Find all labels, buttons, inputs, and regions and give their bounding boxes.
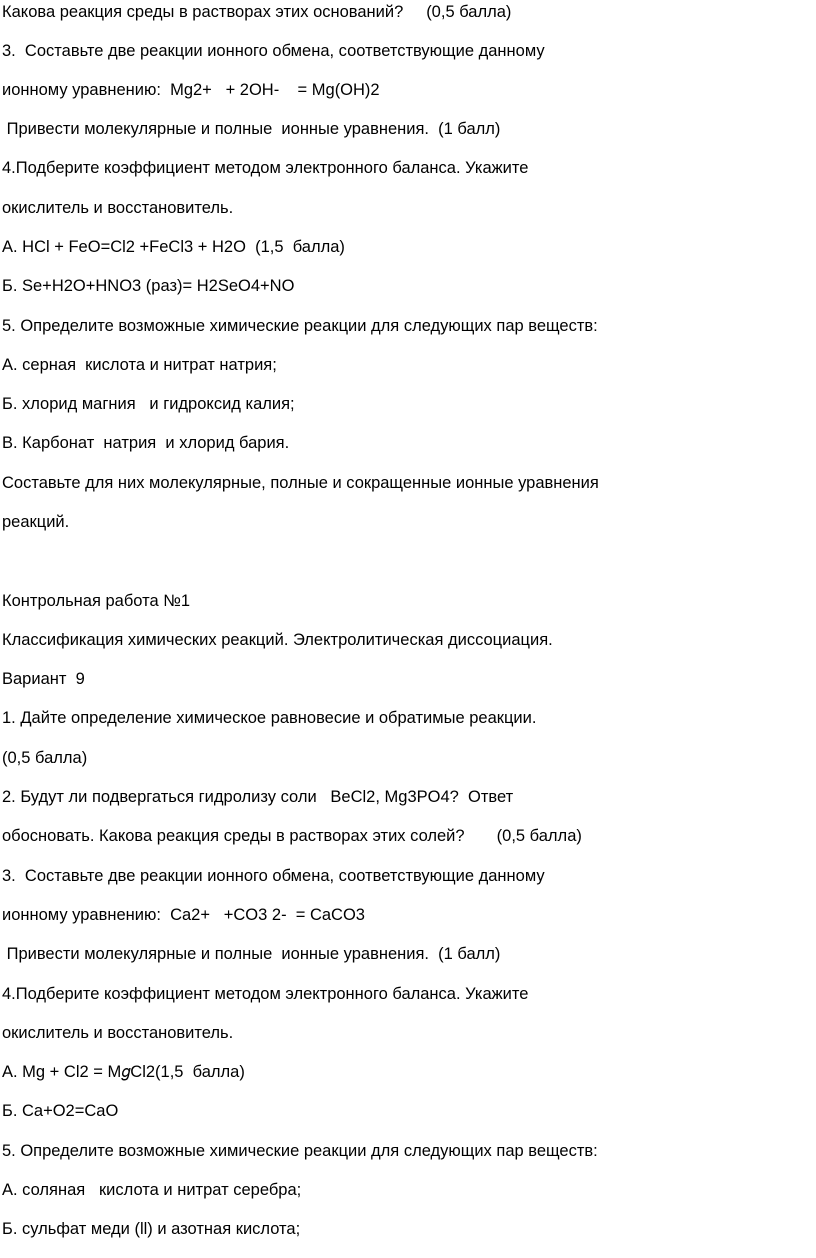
text-line: Классификация химических реакций. Электролитическая диссоциация.: [2, 631, 553, 649]
text-line: окислитель и восстановитель.: [2, 1024, 234, 1042]
text-line: Привести молекулярные и полные ионные уравнения. (1 балл): [2, 945, 501, 963]
text-line: окислитель и восстановитель.: [2, 199, 234, 217]
text-line: 2. Будут ли подвергаться гидролизу соли BeCl2, Mg3PO4? Ответ: [2, 788, 514, 806]
text-line: обосновать. Какова реакция среды в растворах этих солей? (0,5 балла): [2, 827, 582, 845]
text-line: А. Mg + Cl2 = M𝑔Cl2(1,5 балла): [2, 1063, 245, 1081]
text-line: Б. Se+H2O+HNO3 (раз)= H2SeO4+NO: [2, 277, 295, 295]
text-line: Б. сульфат меди (ll) и азотная кислота;: [2, 1220, 301, 1238]
text-line: А. серная кислота и нитрат натрия;: [2, 356, 277, 374]
text-line: Б. хлорид магния и гидроксид калия;: [2, 395, 295, 413]
text-line: ионному уравнению: Mg2+ + 2OH- = Mg(OH)2: [2, 81, 380, 99]
text-line: А. HCl + FeO=Cl2 +FeCl3 + H2O (1,5 балла): [2, 238, 345, 256]
text-line: 5. Определите возможные химические реакции для следующих пар веществ:: [2, 1142, 598, 1160]
text-line: Вариант 9: [2, 670, 85, 688]
text-line: 4.Подберите коэффициент методом электронного баланса. Укажите: [2, 985, 529, 1003]
text-line: 5. Определите возможные химические реакции для следующих пар веществ:: [2, 317, 598, 335]
text-line: В. Карбонат натрия и хлорид бария.: [2, 434, 290, 452]
text-line: А. соляная кислота и нитрат серебра;: [2, 1181, 302, 1199]
text-line: Составьте для них молекулярные, полные и сокращенные ионные уравнения: [2, 474, 599, 492]
text-line: 3. Составьте две реакции ионного обмена, соответствующие данному: [2, 867, 545, 885]
text-line: (0,5 балла): [2, 749, 88, 767]
text-line: реакций.: [2, 513, 70, 531]
text-line: Какова реакция среды в растворах этих оснований? (0,5 балла): [2, 3, 512, 21]
text-line: 1. Дайте определение химическое равновесие и обратимые реакции.: [2, 709, 537, 727]
text-line: 4.Подберите коэффициент методом электронного баланса. Укажите: [2, 159, 529, 177]
text-line: Привести молекулярные и полные ионные уравнения. (1 балл): [2, 120, 501, 138]
text-line: ионному уравнению: Ca2+ +CO3 2- = CaCO3: [2, 906, 365, 924]
text-line: 3. Составьте две реакции ионного обмена, соответствующие данному: [2, 42, 545, 60]
text-line: Б. Ca+O2=CaO: [2, 1102, 119, 1120]
section-title: Контрольная работа №1: [2, 592, 191, 610]
